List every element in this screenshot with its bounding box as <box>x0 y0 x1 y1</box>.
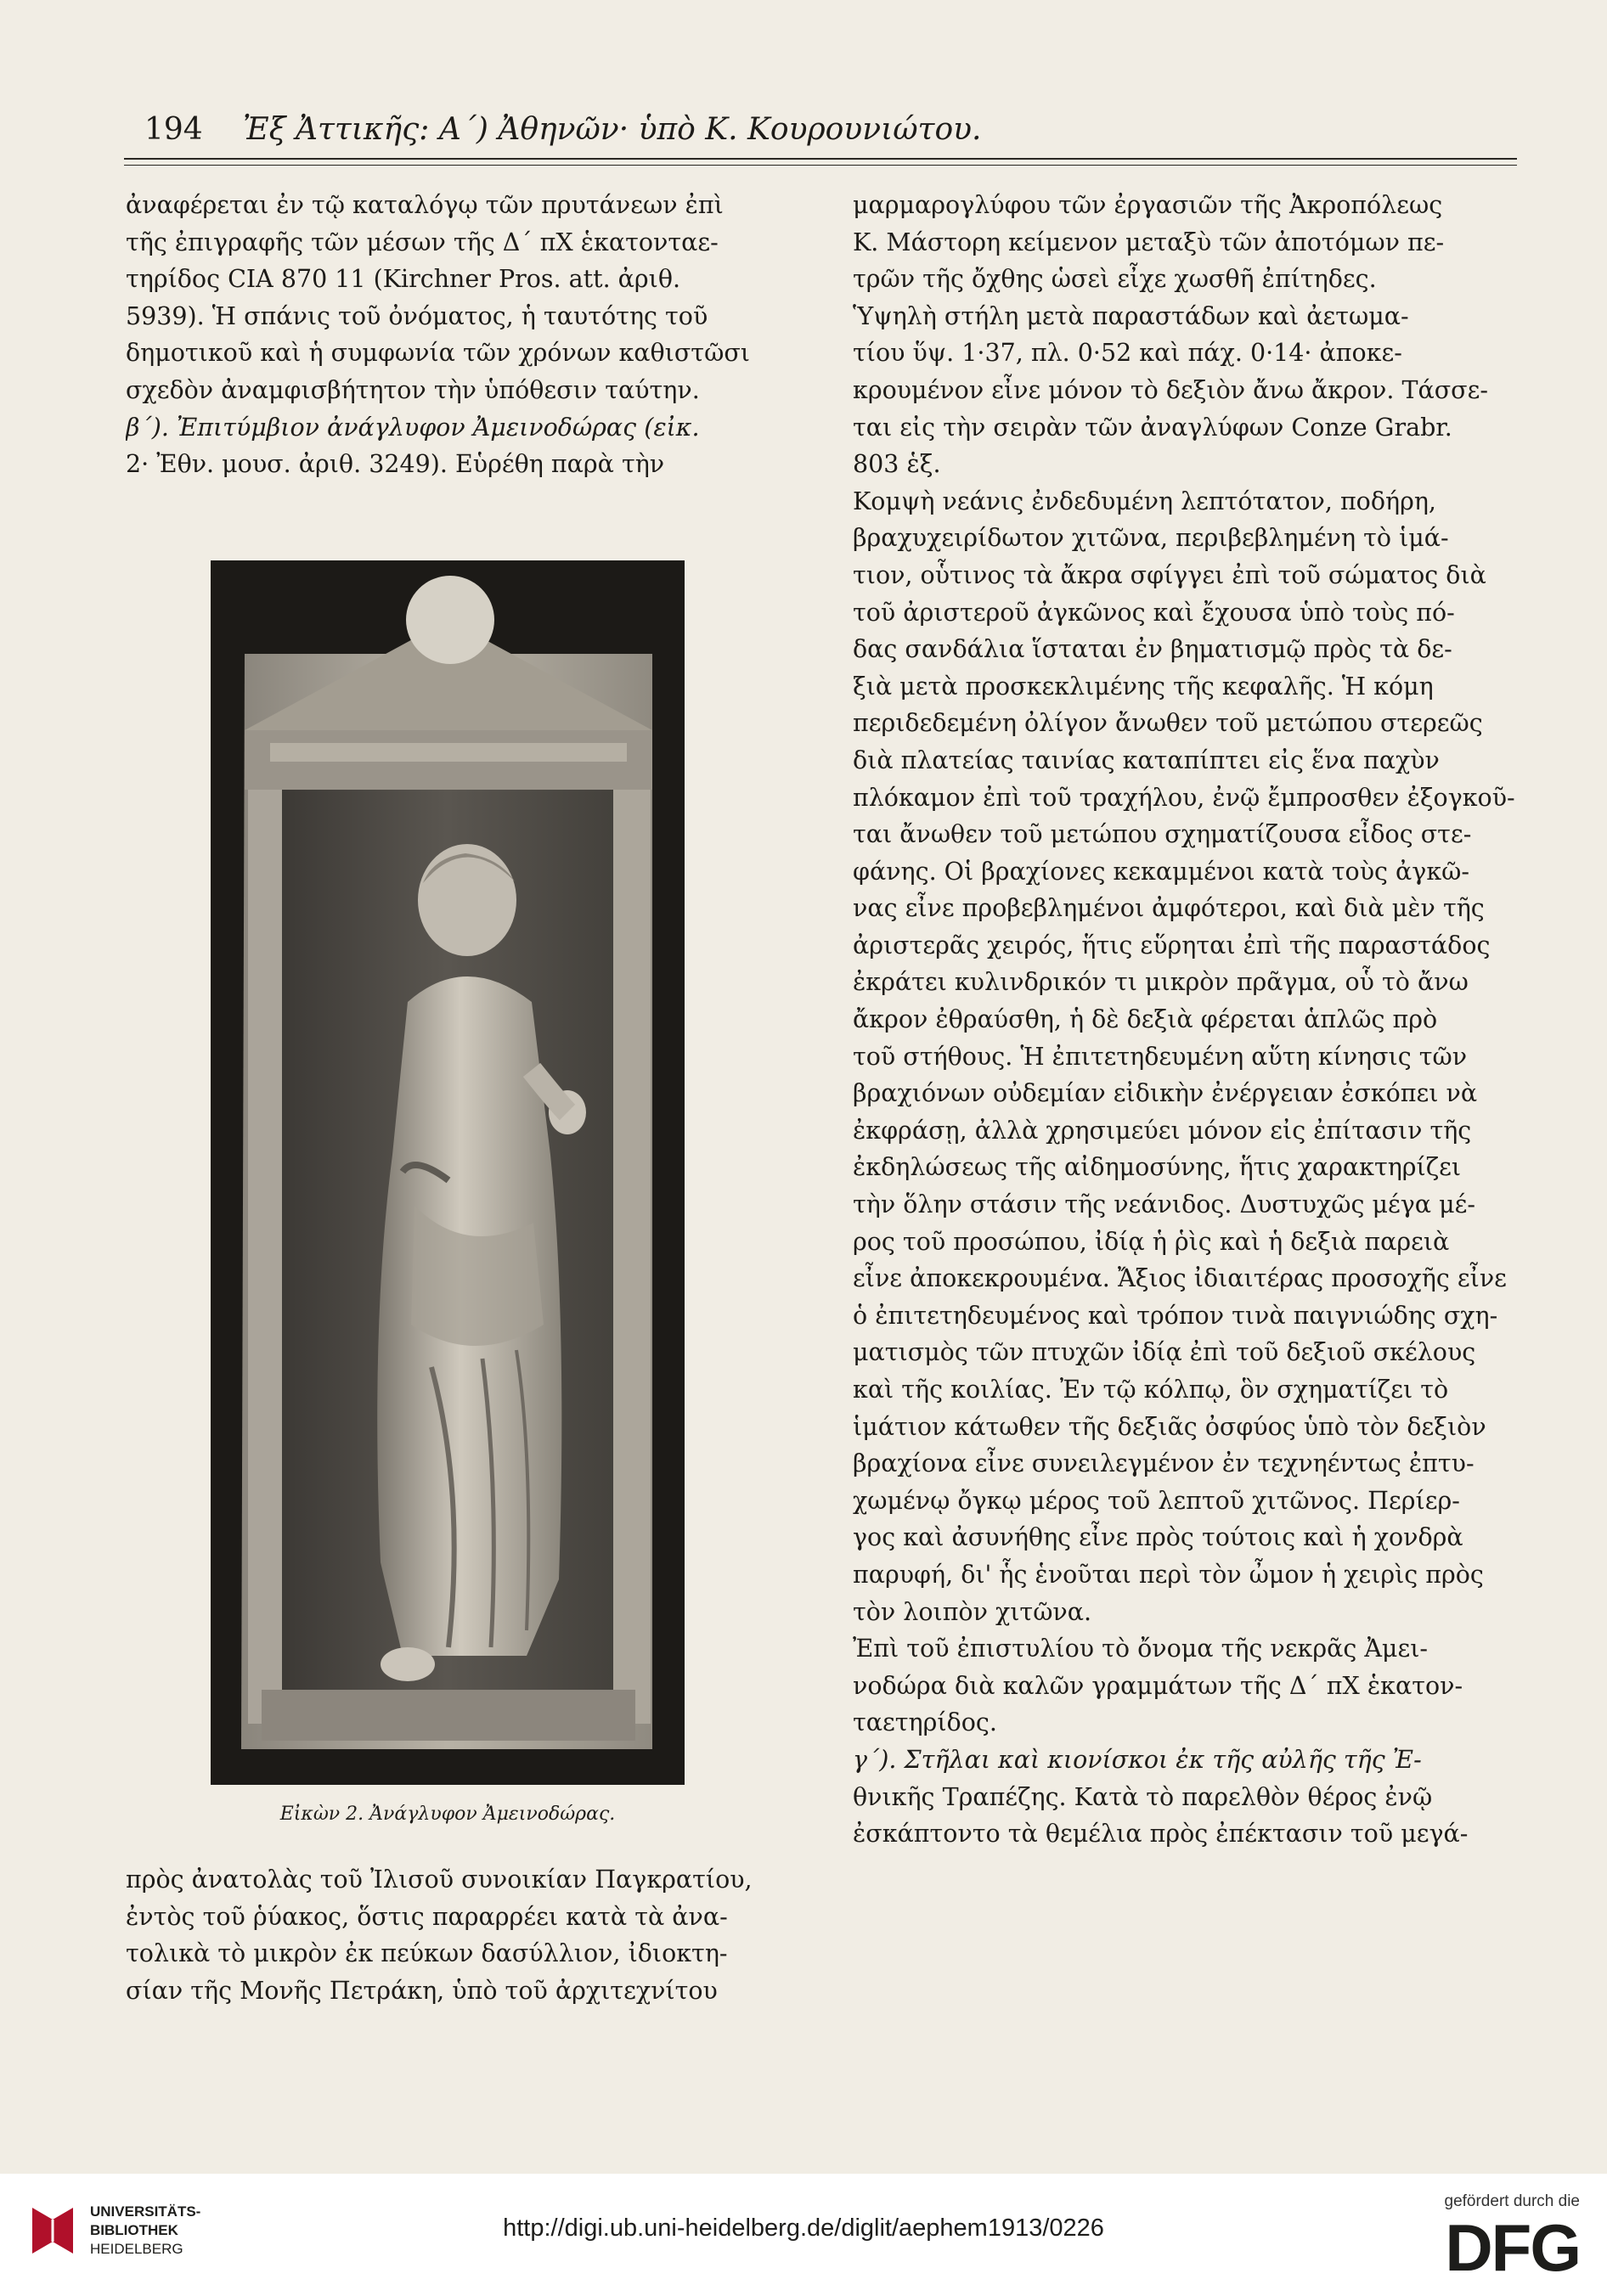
figure-stele-photo <box>211 560 685 1785</box>
dfg-logo: DFG <box>1445 2210 1580 2285</box>
text-line: ἀναφέρεται ἐν τῷ καταλόγῳ τῶν πρυτάνεων ἐπὶ <box>126 191 724 219</box>
text-line: καὶ τῆς κοιλίας. Ἐν τῷ κόλπῳ, ὃν σχηματίζει τὸ <box>853 1376 1449 1404</box>
text-line: ἀριστερᾶς χειρός, ἥτις εὕρηται ἐπὶ τῆς παραστάδος <box>853 931 1491 959</box>
funding-note: gefördert durch die <box>1444 2192 1580 2210</box>
text-line: Κομψὴ νεάνις ἐνδεδυμένη λεπτότατον, ποδήρη, <box>853 487 1436 515</box>
text-line: κρουμένον εἶνε μόνον τὸ δεξιὸν ἄνω ἄκρον. Τάσσε- <box>853 375 1489 404</box>
text-line: ρος τοῦ προσώπου, ἰδίᾳ ἡ ῥὶς καὶ ἡ δεξιὰ παρειὰ <box>853 1227 1450 1256</box>
text-line: ξιὰ μετὰ προσκεκλιμένης τῆς κεφαλῆς. Ἡ κόμη <box>853 672 1434 701</box>
text-line: τιον, οὗτινος τὰ ἄκρα σφίγγει ἐπὶ τοῦ σώματος διὰ <box>853 560 1486 589</box>
text-line: τὴν ὅλην στάσιν τῆς νεάνιδος. Δυστυχῶς μέγα μέ- <box>853 1190 1476 1219</box>
text-line: τηρίδος CIA 870 11 (Kirchner Pros. att. ἀριθ. <box>126 265 681 294</box>
text-line: ματισμὸς τῶν πτυχῶν ἰδίᾳ ἐπὶ τοῦ δεξιοῦ σκέλους <box>853 1338 1476 1367</box>
text-line: βραχυχειρίδωτον χιτῶνα, περιβεβλημένη τὸ ἱμά- <box>853 524 1449 553</box>
text-line: γος καὶ ἀσυνήθης εἶνε πρὸς τούτοις καὶ ἡ χονδρὰ <box>853 1523 1463 1552</box>
text-line: εἶνε ἀποκεκρουμένα. Ἄξιος ἰδιαιτέρας προσοχῆς εἶνε <box>853 1264 1507 1293</box>
pilaster-right <box>613 790 651 1724</box>
text-line: τὸν λοιπὸν χιτῶνα. <box>853 1597 1092 1626</box>
text-line: 2· Ἐθν. μουσ. ἀριθ. 3249). Εὑρέθη παρὰ τὴν <box>126 450 665 479</box>
text-line: πρὸς ἀνατολὰς τοῦ Ἰλισοῦ συνοικίαν Παγκρατίου, <box>126 1866 753 1894</box>
acroterion <box>406 576 494 664</box>
library-name-line3: HEIDELBERG <box>90 2241 183 2257</box>
left-column-bottom <box>126 1861 781 2009</box>
section-heading-gamma: γ΄). Στῆλαι καὶ κιονίσκοι ἐκ τῆς αὐλῆς τῆς Ἐ- <box>853 1745 1422 1774</box>
library-name-line1: UNIVERSITÄTS- <box>90 2203 201 2220</box>
text-line: θνικῆς Τραπέζης. Κατὰ τὸ παρελθὸν θέρος ἐνῷ <box>853 1782 1433 1811</box>
text-line: ἄκρον ἐθραύσθη, ἡ δὲ δεξιὰ φέρεται ἁπλῶς πρὸ <box>853 1005 1438 1034</box>
text-line: δημοτικοῦ καὶ ἡ συμφωνία τῶν χρόνων καθιστῶσι <box>126 339 750 368</box>
text-line: τολικὰ τὸ μικρὸν ἐκ πεύκων δασύλλιον, ἰδιοκτη- <box>126 1939 728 1968</box>
text-line: νας εἶνε προβεβλημένοι ἀμφότεροι, καὶ διὰ μὲν τῆς <box>853 894 1485 923</box>
text-line: τίου ὕψ. 1·37, πλ. 0·52 καὶ πάχ. 0·14· ἀποκε- <box>853 339 1402 368</box>
text-line: ἐντὸς τοῦ ῥύακος, ὅστις παραρρέει κατὰ τὰ ἀνα- <box>126 1902 728 1931</box>
university-library-logo-icon <box>27 2203 78 2259</box>
text-line: ταετηρίδος. <box>853 1708 997 1737</box>
running-head <box>124 109 1517 160</box>
header-rule-thin <box>124 165 1517 166</box>
text-line: πλόκαμον ἐπὶ τοῦ τραχήλου, ἐνῷ ἔμπροσθεν ἐξογκοῦ- <box>853 783 1515 812</box>
text-line: νοδώρα διὰ καλῶν γραμμάτων τῆς Δ΄ πΧ ἑκατον- <box>853 1671 1463 1700</box>
text-line: περιδεδεμένη ὀλίγον ἄνωθεν τοῦ μετώπου στερεῶς <box>853 709 1483 738</box>
text-line: Ὑψηλὴ στήλη μετὰ παραστάδων καὶ ἀετωμα- <box>853 301 1409 330</box>
text-line: τοῦ ἀριστεροῦ ἀγκῶνος καὶ ἔχουσα ὑπὸ τοὺς πό- <box>853 598 1455 627</box>
text-line: Κ. Μάστορη κείμενον μεταξὺ τῶν ἀποτόμων πε- <box>853 228 1445 256</box>
page-number: 194 <box>144 112 203 147</box>
text-line: δας σανδάλια ἵσταται ἐν βηματισμῷ πρὸς τὰ δε- <box>853 635 1452 664</box>
text-line: διὰ πλατείας ταινίας καταπίπτει εἰς ἕνα παχὺν <box>853 746 1440 774</box>
text-line: 5939). Ἡ σπάνις τοῦ ὀνόματος, ἡ ταυτότης τοῦ <box>126 301 708 330</box>
text-line: τῆς ἐπιγραφῆς τῶν μέσων τῆς Δ΄ πΧ ἑκατονταε- <box>126 228 719 256</box>
section-heading-beta: β΄). Ἐπιτύμβιον ἀνάγλυφον Ἀμεινοδώρας (εἰκ. <box>126 413 700 442</box>
library-name-line2: BIBLIOTHEK <box>90 2222 178 2238</box>
library-name <box>90 2203 200 2259</box>
text-line: ἐκδηλώσεως τῆς αἰδημοσύνης, ἥτις χαρακτηρίζει <box>853 1153 1462 1182</box>
text-line: ἐσκάπτοντο τὰ θεμέλια πρὸς ἐπέκτασιν τοῦ μεγά- <box>853 1820 1469 1849</box>
text-line: ἐκράτει κυλινδρικόν τι μικρὸν πρᾶγμα, οὗ τὸ ἄνω <box>853 968 1469 997</box>
text-line: τοῦ στήθους. Ἡ ἐπιτετηδευμένη αὕτη κίνησις τῶν <box>853 1042 1468 1071</box>
text-line: ἱμάτιον κάτωθεν τῆς δεξιᾶς ὀσφύος ὑπὸ τὸν δεξιὸν <box>853 1412 1486 1441</box>
right-column <box>853 187 1515 1853</box>
text-line: φάνης. Οἱ βραχίονες κεκαμμένοι κατὰ τοὺς ἀγκῶ- <box>853 857 1469 886</box>
foot <box>381 1647 435 1681</box>
text-line: σχεδὸν ἀναμφισβήτητον τὴν ὑπόθεσιν ταύτην. <box>126 375 700 404</box>
figure-head <box>418 844 516 956</box>
text-line: σίαν τῆς Μονῆς Πετράκη, ὑπὸ τοῦ ἀρχιτεχνίτου <box>126 1976 718 2005</box>
pilaster-left <box>248 790 282 1724</box>
stele-relief-image <box>211 560 685 1785</box>
text-line: τρῶν τῆς ὄχθης ὡσεὶ εἶχε χωσθῆ ἐπίτηδες. <box>853 265 1377 294</box>
text-line: βραχίονα εἶνε συνειλεγμένον ἐν τεχνηέντως ἐπτυ- <box>853 1449 1474 1478</box>
text-line: παρυφή, δι' ἧς ἑνοῦται περὶ τὸν ὦμον ἡ χειρὶς πρὸς <box>853 1560 1484 1589</box>
text-line: ται εἰς τὴν σειρὰν τῶν ἀναγλύφων Conze Grabr. <box>853 413 1452 442</box>
text-line: βραχιόνων οὐδεμίαν εἰδικὴν ἐνέργειαν ἐσκόπει νὰ <box>853 1079 1478 1108</box>
source-url-link[interactable]: http://digi.ub.uni-heidelberg.de/diglit/aephem1913/0226 <box>503 2214 1104 2242</box>
figure-caption: Εἰκὼν 2. Ἀνάγλυφον Ἀμεινοδώρας. <box>279 1804 616 1825</box>
text-line: ὁ ἐπιτετηδευμένος καὶ τρόπον τινὰ παιγνιώδης σχη- <box>853 1301 1498 1330</box>
text-line: χωμένῳ ὄγκῳ μέρος τοῦ λεπτοῦ χιτῶνος. Περίερ- <box>853 1486 1460 1515</box>
text-line: ται ἄνωθεν τοῦ μετώπου σχηματίζουσα εἶδος στε- <box>853 820 1472 849</box>
text-line: 803 ἑξ. <box>853 450 941 479</box>
text-line: μαρμαρογλύφου τῶν ἐργασιῶν τῆς Ἀκροπόλεως <box>853 191 1443 219</box>
text-line: ἐκφράσῃ, ἀλλὰ χρησιμεύει μόνον εἰς ἐπίτασιν τῆς <box>853 1116 1472 1145</box>
left-column-top <box>126 187 781 483</box>
header-rule-thick <box>124 158 1517 160</box>
text-line: Ἐπὶ τοῦ ἐπιστυλίου τὸ ὄνομα τῆς νεκρᾶς Ἀμει- <box>853 1635 1429 1663</box>
running-title: Ἐξ Ἀττικῆς: Α΄) Ἀθηνῶν· ὑπὸ Κ. Κουρουνιώτου. <box>243 112 982 147</box>
